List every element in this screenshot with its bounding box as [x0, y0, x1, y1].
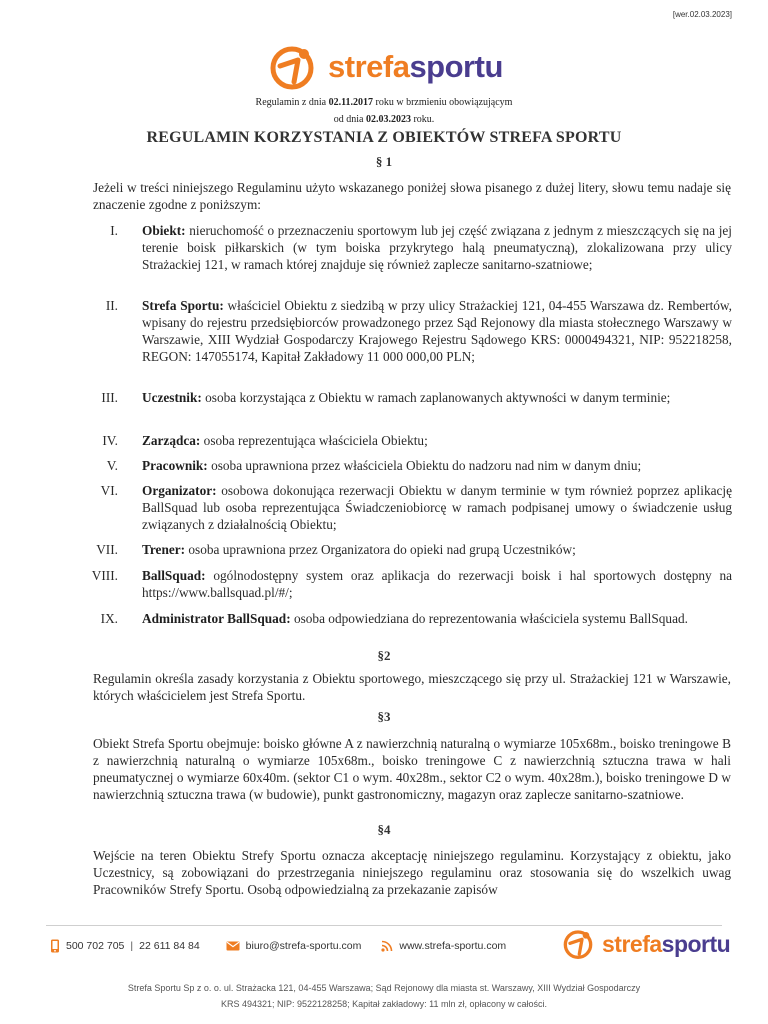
- definition-item: VII. Trener: osoba uprawniona przez Organizatora do opieki nad grupą Uczestników;: [96, 542, 576, 557]
- footer-email: [226, 940, 362, 952]
- definition-item: IX. Administrator BallSquad: osoba odpowiedziana do reprezentowania właściciela systemu BallSquad.: [100, 611, 688, 626]
- definition-item: VI. Organizator: osobowa dokonująca rezerwacji Obiektu w danym terminie w tym również poprzez aplikację BallSquad lub osoba reprezentująca Świadczeniobiorcę w ramach podpisanej umowy o świadczenie usług związanych z działalnością Obiektu;: [100, 483, 732, 532]
- email-link[interactable]: biuro@strefa-sportu.com: [245, 940, 362, 952]
- website-link[interactable]: www.strefa-sportu.com: [399, 940, 507, 952]
- footer-legal-line-2: KRS 494321; NIP: 9522128258; Kapitał zakładowy: 11 mln zł, opłacony w całości.: [220, 999, 548, 1009]
- footer-contacts: [50, 936, 506, 956]
- definition-item: I. Obiekt: nieruchomość o przeznaczeniu sportowym lub jej część związana z jednym z mieszczących się na jej terenie boisk piłkarskich (w tym boiska przykrytego halą pneumatyczną), zlokalizowana przy ulicy Strażackiej 121, w ramach której znajduje się również zaplecze sanitarno-szatniowe;: [110, 223, 732, 272]
- rss-icon: [381, 940, 393, 952]
- footer-website: [381, 940, 506, 952]
- intro-line-2: od dnia 02.03.2023 roku.: [333, 114, 435, 125]
- document-title: REGULAMIN KORZYSTANIA Z OBIEKTÓW STREFA SPORTU: [146, 129, 622, 146]
- section-mark-1: § 1: [375, 154, 393, 169]
- version-tag: [wer.02.03.2023]: [672, 10, 732, 19]
- definition-item: IV. Zarządca: osoba reprezentująca właściciela Obiektu;: [102, 433, 428, 448]
- footer-brand-logo: [562, 928, 730, 960]
- section-3-text: Obiekt Strefa Sportu obejmuje: boisko główne A z nawierzchnią naturalną o wymiarze 105x68m., boisko treningowe B z nawierzchnią naturalną o wymiarze 105x68m., boisko treningowe C z nawierzchnią sztuczna trawa w hali pneumatycznej o wymiarze 60x40m. (sektor C1 o wym. 40x28m., sektor C2 o wym. 40x28m.), boisko treningowe D w nawierzchnią sztuczna trawa (w budowie), punkt gastronomiczny, magazyn oraz zaplecze sanitarno-szatniowe.: [93, 736, 731, 802]
- phone-number-2[interactable]: 22 611 84 84: [139, 940, 200, 952]
- footer-brand-logo-icon: [562, 928, 598, 960]
- footer-brand-name: strefasportu: [602, 930, 731, 957]
- section-mark-2: §2: [377, 648, 391, 663]
- footer-divider: [46, 925, 722, 926]
- section-mark-3: §3: [377, 709, 391, 724]
- section-mark-4: §4: [377, 822, 391, 837]
- definition-item: II. Strefa Sportu: właściciel Obiektu z siedzibą w przy ulicy Strażackiej 121, 04-455 Warszawa dz. Rembertów, wpisany do rejestru przedsiębiorców prowadzonego przez Sąd Rejonowy dla miasta stołecznego Warszawy w Warszawie, XIII Wydział Gospodarczy Krajowego Rejestru Sądowego KRS: 0000494321, NIP: 952218258, REGON: 147055174, Kapitał Zakładowy 11 000 000,00 PLN;: [105, 298, 732, 364]
- brand-logo-icon: [268, 44, 322, 90]
- section-2-text: Regulamin określa zasady korzystania z Obiektu sportowego, mieszczącego się przy ul. Strażackiej 121 w Warszawie, których właścicielem jest Strefa Sportu.: [93, 671, 731, 703]
- phone-separator: |: [130, 940, 134, 952]
- footer-legal: [0, 980, 768, 1012]
- footer-legal-line-1: Strefa Sportu Sp z o. o. ul. Strażacka 121, 04-455 Warszawa; Sąd Rejonowy dla miasta st. Warszawy, XIII Wydział Gospodarczy: [127, 983, 641, 993]
- intro-line-1: Regulamin z dnia 02.11.2017 roku w brzmieniu obowiązującym: [255, 97, 513, 108]
- phone-icon: [50, 939, 60, 953]
- footer-phones: [50, 939, 200, 953]
- definition-item: VIII. BallSquad: ogólnodostępny system oraz aplikacja do rezerwacji boisk i hal sportowych dostępny na https://www.ballsquad.pl/#/;: [91, 568, 732, 600]
- definition-item: V. Pracownik: osoba uprawniona przez właściciela Obiektu do nadzoru nad nim w danym dniu;: [106, 458, 642, 473]
- phone-number-1[interactable]: 500 702 705: [66, 940, 125, 952]
- section-4-text: Wejście na teren Obiektu Strefy Sportu oznacza akceptację niniejszego regulaminu. Korzystający z obiektu, jako Uczestnicy, są zobowiązani do przestrzegania niniejszego regulaminu oraz stosowania się do wszelkich uwag Pracowników Strefy Sportu. Osobą odpowiedzialną za przekazanie zapisów: [93, 848, 731, 897]
- brand-name: strefasportu: [328, 49, 503, 84]
- brand-logo: [268, 44, 503, 90]
- section-1-intro: Jeżeli w treści niniejszego Regulaminu użyto wskazanego poniżej słowa pisanego z dużej litery, słowu temu nadaje się znaczenie zgodne z poniższym:: [93, 180, 731, 212]
- envelope-icon: [226, 941, 240, 951]
- definition-item: III. Uczestnik: osoba korzystająca z Obiektu w ramach zaplanowanych aktywności w danym terminie;: [101, 390, 671, 405]
